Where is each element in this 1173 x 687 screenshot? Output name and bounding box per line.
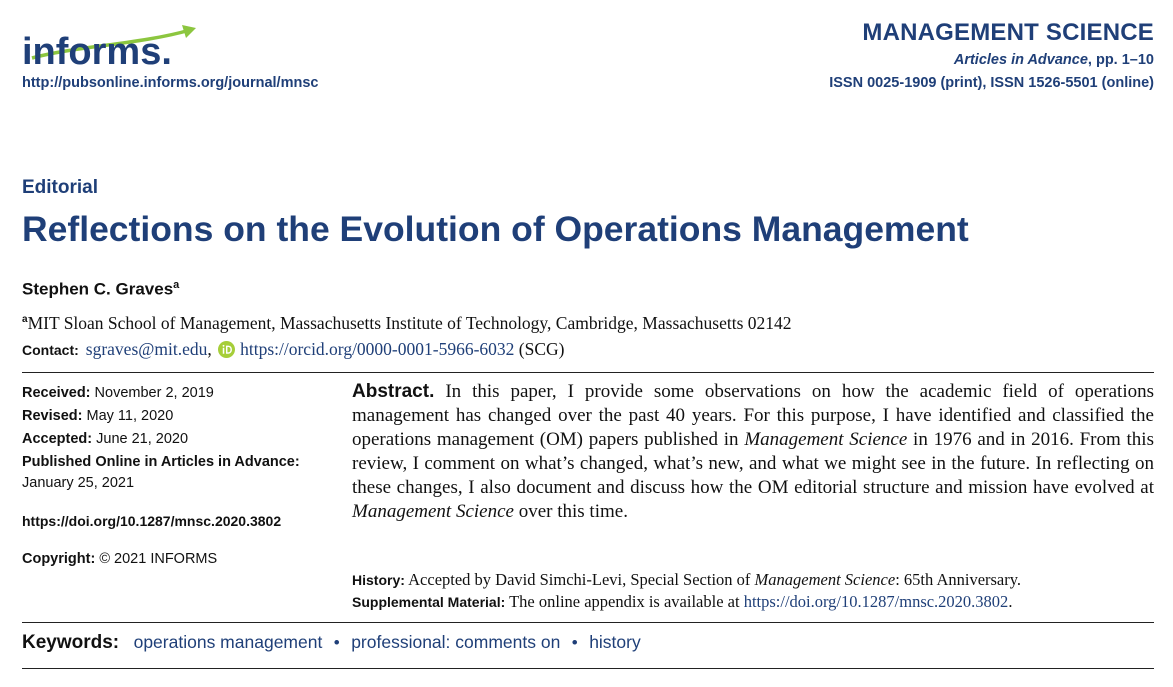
history-block — [352, 569, 1154, 613]
published-label — [22, 454, 300, 470]
abstract-part-3: over this time. — [513, 501, 628, 522]
orcid-link[interactable]: https://orcid.org/0000-0001-5966-6032 — [240, 339, 515, 359]
supplemental-label: Supplemental Material: — [352, 594, 506, 610]
revised-label: Revised: — [22, 408, 83, 424]
abstract-part-1: In this paper, I provide some observations on how the academic field of operations management has changed over the past 40 years. For this purpose, I have identified and classified the operations management (OM) papers published in — [352, 381, 1155, 450]
author-text: Stephen C. Graves — [22, 279, 174, 299]
received-label: Received: — [22, 385, 91, 401]
supplemental-link[interactable]: https://doi.org/10.1287/mnsc.2020.3802 — [743, 592, 1009, 611]
journal-name: MANAGEMENT SCIENCE — [862, 19, 1154, 46]
article-title: Reflections on the Evolution of Operations Management — [22, 209, 969, 249]
abstract-journal-1: Management Science — [744, 429, 908, 450]
revised-value: May 11, 2020 — [86, 408, 174, 424]
section-label: Editorial — [22, 177, 99, 198]
copyright-label: Copyright: — [22, 551, 96, 567]
affiliation-marker: a — [22, 314, 28, 326]
keyword-separator: • — [571, 633, 578, 652]
informs-logo — [22, 24, 198, 72]
published-date: January 25, 2021 — [22, 475, 135, 491]
keyword-professional-comments[interactable]: professional: comments on — [351, 632, 561, 652]
keywords — [22, 632, 641, 654]
supplemental-text: The online appendix is available at — [509, 592, 744, 611]
accepted-label: Accepted: — [22, 431, 93, 447]
abstract — [352, 380, 1154, 524]
keyword-operations-management[interactable]: operations management — [133, 632, 323, 652]
doi-link[interactable]: https://doi.org/10.1287/mnsc.2020.3802 — [22, 513, 282, 529]
received-value: November 2, 2019 — [94, 385, 214, 401]
bottom-divider — [22, 668, 1154, 669]
journal-url-link[interactable]: http://pubsonline.informs.org/journal/mnsc — [22, 75, 319, 91]
accepted-date — [22, 431, 188, 447]
issn: ISSN 0025-1909 (print), ISSN 1526-5501 (online) — [829, 75, 1154, 91]
history-text-1: Accepted by David Simchi-Levi, Special Section of — [408, 570, 755, 589]
orcid-icon[interactable] — [218, 341, 235, 358]
history-line — [352, 569, 1154, 591]
author-affil-marker: a — [173, 279, 180, 291]
keywords-top-divider — [22, 622, 1154, 623]
affiliation-text: MIT Sloan School of Management, Massachusetts Institute of Technology, Cambridge, Massachusetts 02142 — [27, 313, 792, 333]
abstract-journal-2: Management Science — [352, 501, 514, 522]
abstract-lead: Abstract. — [352, 381, 435, 402]
issue-label: Articles in Advance — [953, 52, 1088, 68]
revised-date — [22, 408, 173, 424]
author-name — [22, 279, 179, 300]
history-journal: Management Science — [754, 570, 896, 589]
affiliation — [22, 313, 792, 334]
top-divider — [22, 372, 1154, 373]
copyright — [22, 551, 217, 567]
history-label: History: — [352, 572, 405, 588]
accepted-value: June 21, 2020 — [96, 431, 189, 447]
received-date — [22, 385, 214, 401]
keyword-history[interactable]: history — [589, 632, 641, 652]
supplemental-line — [352, 591, 1154, 613]
contact-line: Contact: sgraves@mit.edu , https://orcid.org/0000-0001-5966-6032 (SCG) — [22, 339, 565, 359]
published-label-text: Published Online in Articles in Advance: — [22, 454, 300, 470]
contact-label: Contact: — [22, 341, 79, 358]
copyright-value: © 2021 INFORMS — [99, 551, 218, 567]
keywords-label: Keywords: — [22, 632, 120, 653]
informs-logo-text: informs. — [22, 31, 172, 72]
history-text-2: : 65th Anniversary. — [895, 570, 1022, 589]
email-link[interactable]: sgraves@mit.edu — [85, 339, 208, 359]
keyword-separator: • — [333, 633, 340, 652]
issue-info — [954, 52, 1154, 68]
abstract-part-2: in 1976 and in 2016. From this review, I comment on what’s changed, what’s new, and what we might see in the future. In reflecting on these changes, I also document and discuss how the OM editorial structure and mission have evolved at — [352, 429, 1154, 498]
supplemental-end: . — [1008, 592, 1013, 611]
page-range: , pp. 1–10 — [1087, 52, 1154, 68]
orcid-suffix: (SCG) — [518, 339, 565, 359]
